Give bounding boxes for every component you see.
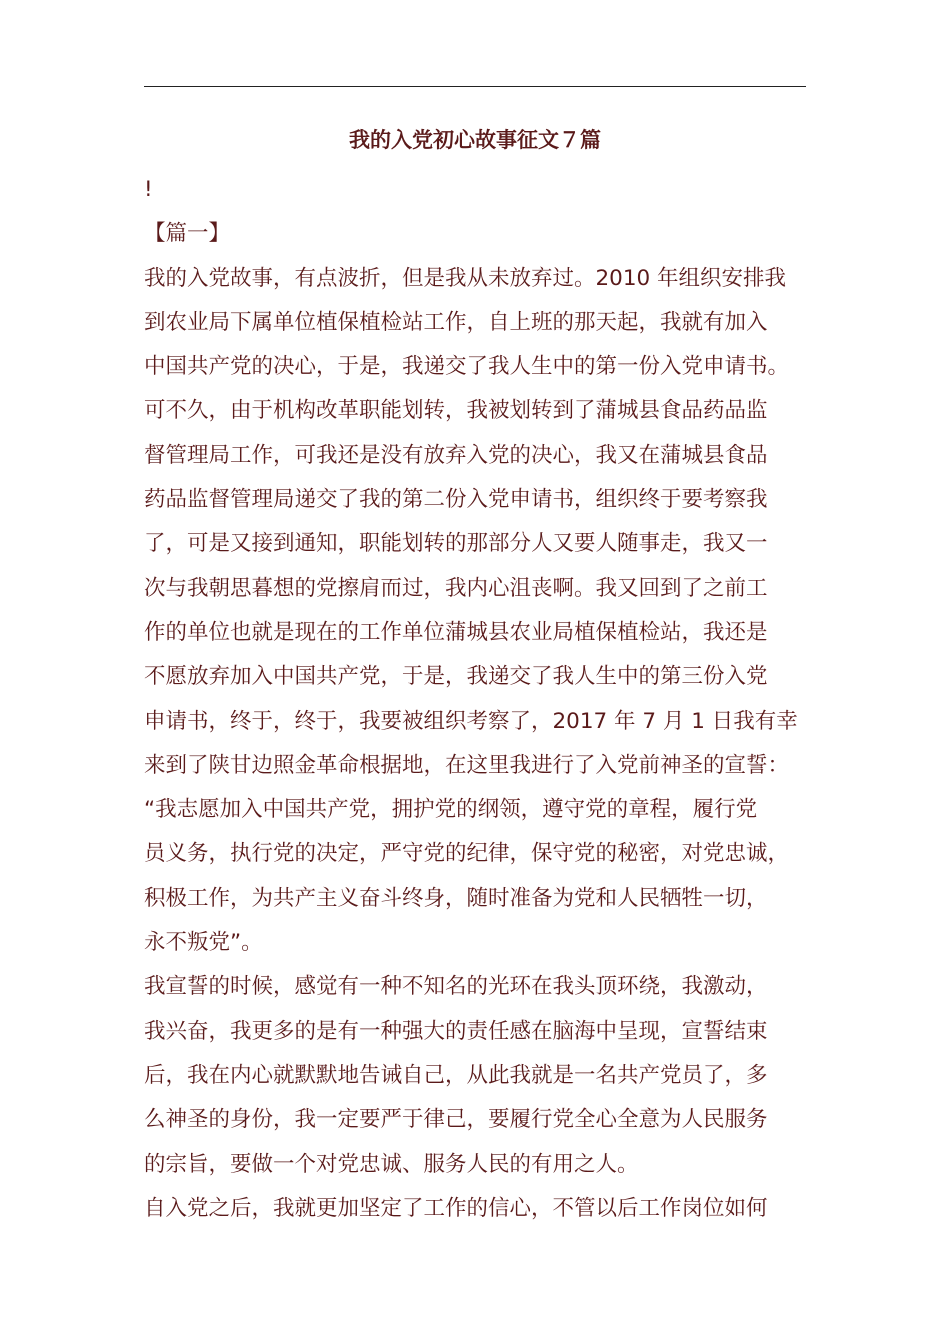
text-line: 员义务，执行党的决定，严守党的纪律，保守党的秘密，对党忠诚， (144, 841, 790, 867)
text-line: 中国共产党的决心，于是，我递交了我人生中的第一份入党申请书。 (144, 354, 790, 380)
text-line: 督管理局工作，可我还是没有放弃入党的决心，我又在蒲城县食品 (144, 442, 768, 468)
header-rule (144, 86, 806, 87)
text-line: 我兴奋，我更多的是有一种强大的责任感在脑海中呈现，宣誓结束 (144, 1018, 768, 1044)
document-title: 我的入党初心故事征文７篇 (349, 128, 601, 152)
document-body (144, 168, 812, 1231)
text-line: “我志愿加入中国共产党，拥护党的纲领，遵守党的章程，履行党 (144, 797, 758, 823)
text-line: 了，可是又接到通知，职能划转的那部分人又要人随事走，我又一 (144, 531, 768, 557)
text-line: 药品监督管理局递交了我的第二份入党申请书，组织终于要考察我 (144, 487, 768, 513)
text-line: 到农业局下属单位植保植检站工作，自上班的那天起，我就有加入 (144, 309, 768, 335)
text-line: 次与我朝思暮想的党擦肩而过，我内心沮丧啊。我又回到了之前工 (144, 575, 768, 601)
text-line: 后，我在内心就默默地告诫自己，从此我就是一名共产党员了，多 (144, 1062, 768, 1088)
text-line: 的宗旨，要做一个对党忠诚、服务人民的有用之人。 (144, 1151, 639, 1177)
text-line: 不愿放弃加入中国共产党，于是，我递交了我人生中的第三份入党 (144, 664, 768, 690)
text-line: 可不久，由于机构改革职能划转，我被划转到了蒲城县食品药品监 (144, 398, 768, 424)
text-line: 永不叛党”。 (144, 930, 263, 956)
marker-line: ! (144, 177, 153, 202)
text-line: 我宣誓的时候，感觉有一种不知名的光环在我头顶环绕，我激动， (144, 974, 768, 1000)
text-line: 申请书，终于，终于，我要被组织考察了，2017 年 7 月 1 日我有幸 (144, 708, 798, 734)
text-line: 么神圣的身份，我一定要严于律己，要履行党全心全意为人民服务 (144, 1107, 768, 1133)
text-line: 作的单位也就是现在的工作单位蒲城县农业局植保植检站，我还是 (144, 619, 768, 645)
text-line: 自入党之后，我就更加坚定了工作的信心，不管以后工作岗位如何 (144, 1195, 768, 1221)
text-line: 我的入党故事，有点波折，但是我从未放弃过。2010 年组织安排我 (144, 265, 787, 291)
section-heading: 【篇一】 (144, 221, 231, 247)
text-line: 来到了陕甘边照金革命根据地，在这里我进行了入党前神圣的宣誓： (144, 752, 790, 778)
text-line: 积极工作，为共产主义奋斗终身，随时准备为党和人民牺牲一切， (144, 885, 768, 911)
